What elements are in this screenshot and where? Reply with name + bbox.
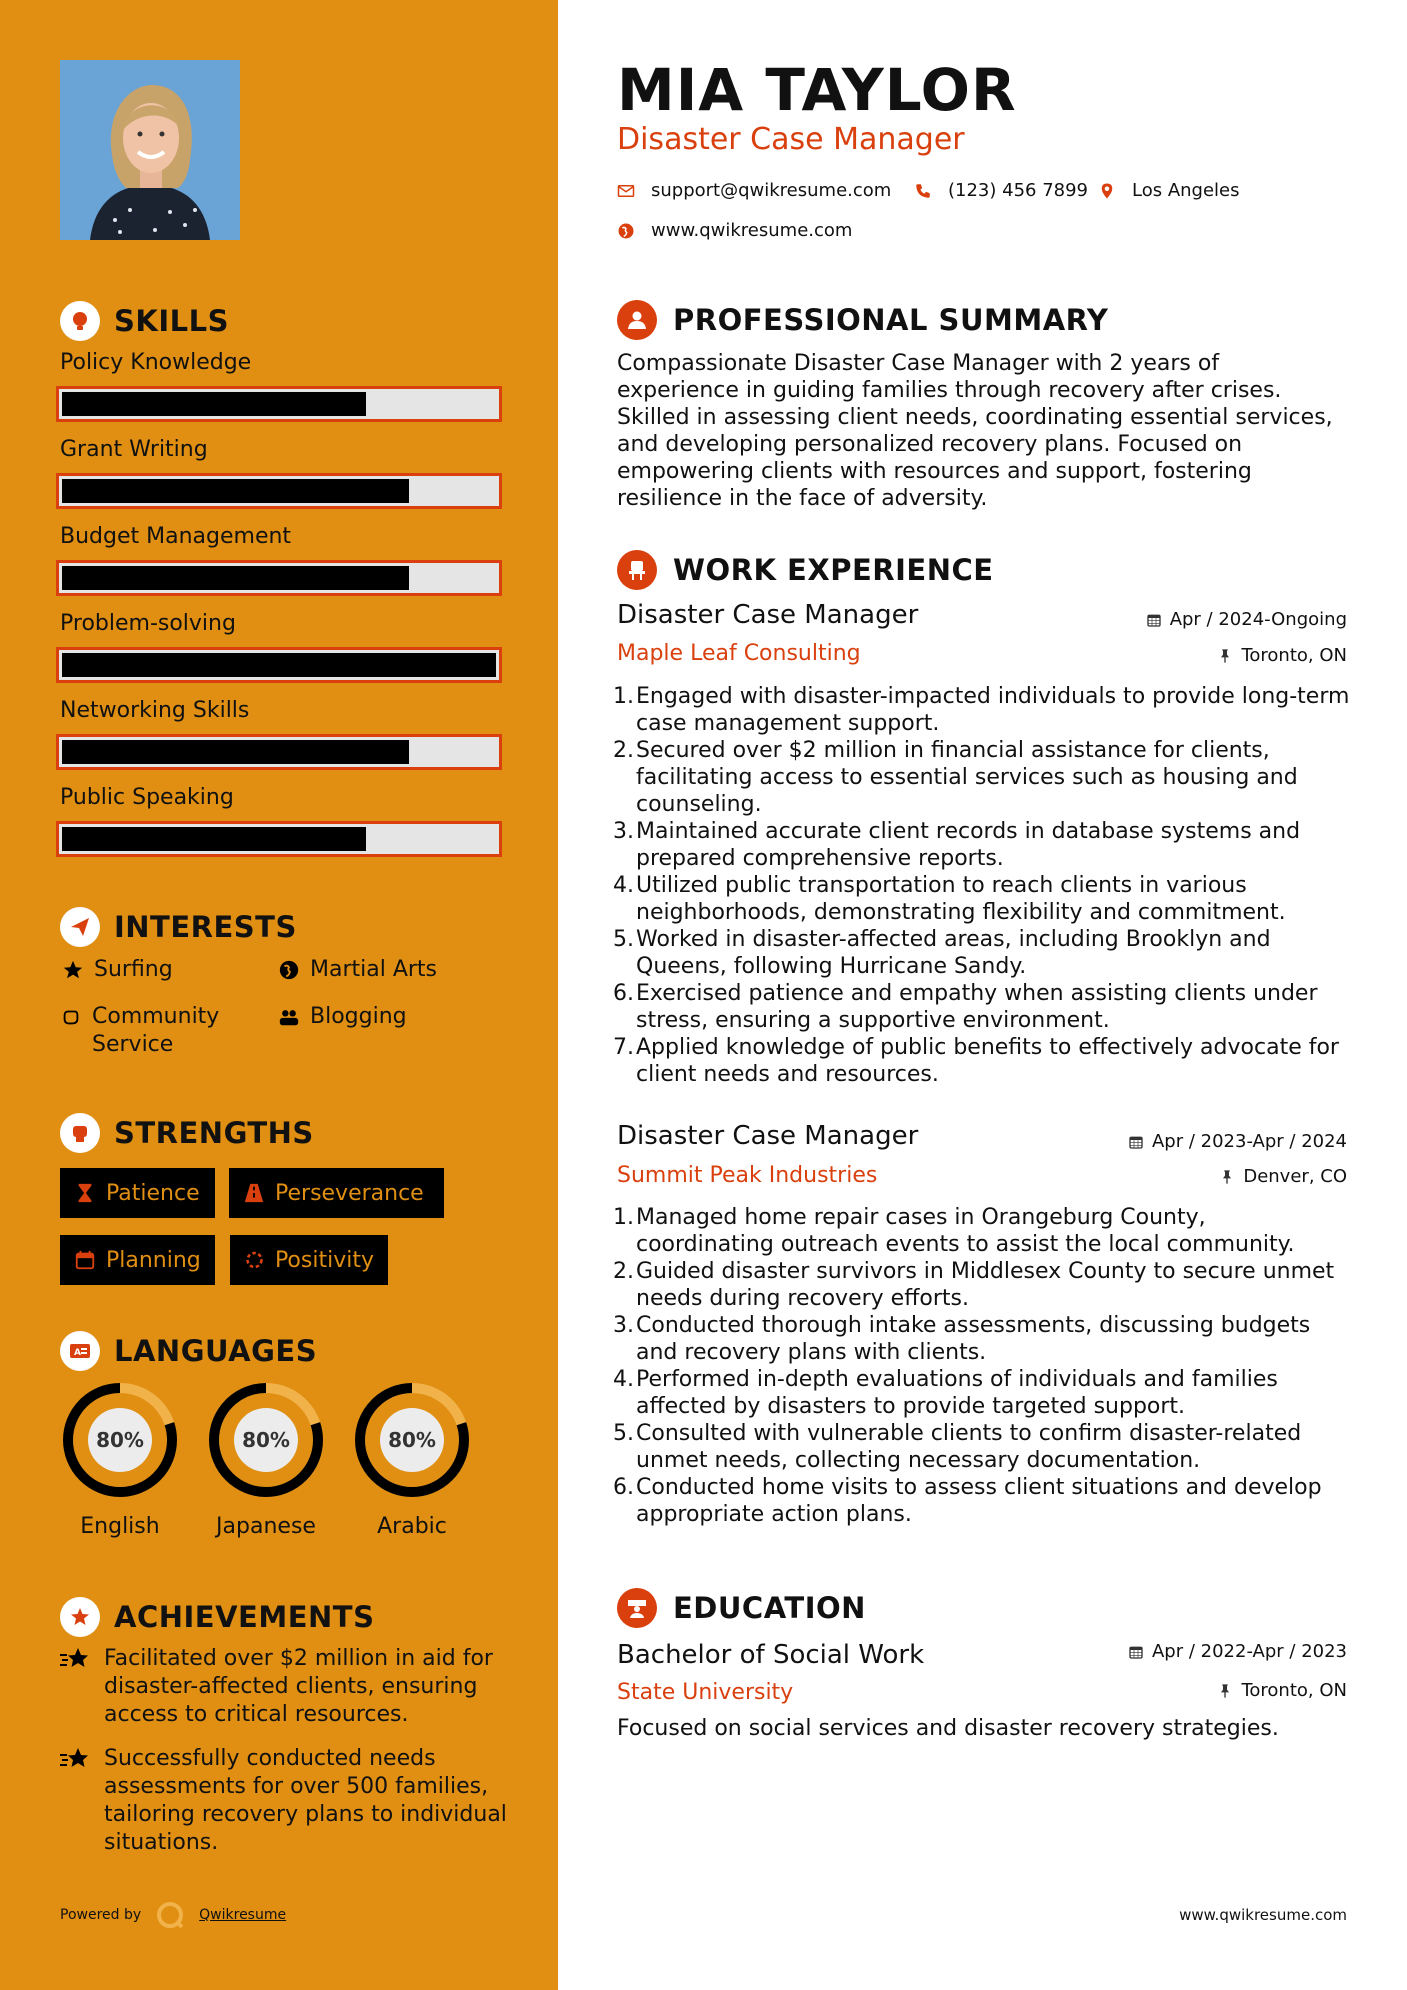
location-contact: Los Angeles bbox=[1098, 180, 1240, 201]
skill-bar bbox=[56, 473, 502, 509]
duty-text: Engaged with disaster-impacted individuals to provide long-term case management support. bbox=[636, 684, 1350, 736]
duty-number: 2. bbox=[613, 1259, 634, 1284]
language-percent: 80% bbox=[242, 1428, 290, 1452]
calendar-icon bbox=[1146, 612, 1162, 628]
skill-label: Problem-solving bbox=[60, 611, 236, 636]
calendar-icon bbox=[1128, 1644, 1144, 1660]
duty-item bbox=[610, 683, 1350, 737]
language-item bbox=[352, 1380, 472, 1539]
interest-item: Blogging bbox=[276, 1003, 407, 1031]
duty-number: 1. bbox=[613, 684, 634, 709]
summary-text: Compassionate Disaster Case Manager with 2 years of experience in guiding families through recovery after crises. Skilled in assessing client needs, coordinating essential services, and developing personalized recovery plans. Focused on empowering clients with resources and support, fostering resilience in the face of adversity. bbox=[617, 351, 1333, 511]
skill-bar-fill bbox=[62, 392, 366, 416]
duty-text: Performed in-depth evaluations of individuals and families affected by disasters to provide targeted support. bbox=[636, 1367, 1278, 1419]
job-title: Disaster Case Manager bbox=[617, 600, 919, 630]
interest-item: Martial Arts bbox=[276, 956, 437, 984]
strength-badge: Perseverance bbox=[229, 1168, 444, 1218]
duty-item bbox=[610, 1420, 1350, 1474]
skill-bar-fill bbox=[62, 479, 409, 503]
duty-number: 2. bbox=[613, 738, 634, 763]
fist-icon bbox=[60, 1113, 100, 1153]
education-dates: Apr / 2022-Apr / 2023 bbox=[1128, 1641, 1347, 1662]
interests-heading: INTERESTS bbox=[60, 906, 297, 948]
job-duties bbox=[610, 683, 1350, 1088]
globe-icon bbox=[276, 956, 302, 984]
job-location: Denver, CO bbox=[1219, 1166, 1347, 1187]
skill-label: Grant Writing bbox=[60, 437, 208, 462]
degree-title: Bachelor of Social Work bbox=[617, 1640, 925, 1670]
skill-label: Policy Knowledge bbox=[60, 350, 252, 375]
job-duties bbox=[610, 1204, 1350, 1528]
skill-bar bbox=[56, 386, 502, 422]
duty-item bbox=[610, 1258, 1350, 1312]
duty-number: 7. bbox=[613, 1035, 634, 1060]
language-ring bbox=[206, 1380, 326, 1500]
language-percent: 80% bbox=[388, 1428, 436, 1452]
language-icon bbox=[60, 1331, 100, 1371]
duty-number: 6. bbox=[613, 981, 634, 1006]
duty-text: Conducted thorough intake assessments, discussing budgets and recovery plans with clients. bbox=[636, 1313, 1311, 1365]
hourglass-icon bbox=[74, 1182, 96, 1204]
paper-plane-icon bbox=[60, 907, 100, 947]
language-name: Arabic bbox=[377, 1514, 447, 1539]
achievement-item: Successfully conducted needs assessments for over 500 families, tailoring recovery plans to individual situations. bbox=[60, 1745, 520, 1857]
duty-number: 5. bbox=[613, 927, 634, 952]
skill-bar bbox=[56, 821, 502, 857]
strength-badge: Patience bbox=[60, 1168, 215, 1218]
duty-item bbox=[610, 872, 1350, 926]
duty-text: Guided disaster survivors in Middlesex County to secure unmet needs during recovery efforts. bbox=[636, 1259, 1335, 1311]
skill-bar bbox=[56, 560, 502, 596]
skill-bar-fill bbox=[62, 740, 409, 764]
language-ring bbox=[60, 1380, 180, 1500]
duty-item bbox=[610, 1312, 1350, 1366]
strength-badge: Planning bbox=[60, 1235, 215, 1285]
language-name: English bbox=[80, 1514, 160, 1539]
languages-heading: A LANGUAGES bbox=[60, 1330, 317, 1372]
graduate-icon bbox=[617, 1588, 657, 1628]
email-contact[interactable]: support@qwikresume.com bbox=[617, 180, 891, 201]
phone-contact[interactable]: (123) 456 7899 bbox=[914, 180, 1088, 201]
education-heading: EDUCATION bbox=[617, 1588, 866, 1628]
duty-text: Managed home repair cases in Orangeburg County, coordinating outreach events to assist the local community. bbox=[636, 1205, 1295, 1257]
qwikresume-logo-icon bbox=[155, 1900, 185, 1930]
user-icon bbox=[617, 300, 657, 340]
interest-item: Surfing bbox=[60, 956, 173, 984]
job-location: Toronto, ON bbox=[1217, 645, 1347, 666]
skill-bar bbox=[56, 647, 502, 683]
skill-bar-fill bbox=[62, 653, 496, 677]
duty-item bbox=[610, 926, 1350, 980]
language-item bbox=[206, 1380, 326, 1539]
footer-url[interactable]: www.qwikresume.com bbox=[1179, 1906, 1347, 1924]
duty-number: 3. bbox=[613, 819, 634, 844]
experience-heading: WORK EXPERIENCE bbox=[617, 550, 994, 590]
job-title: Disaster Case Manager bbox=[617, 1121, 919, 1151]
lightbulb-icon bbox=[60, 301, 100, 341]
skill-label: Networking Skills bbox=[60, 698, 250, 723]
job-company: Maple Leaf Consulting bbox=[617, 641, 861, 666]
duty-item bbox=[610, 818, 1350, 872]
duty-text: Maintained accurate client records in database systems and prepared comprehensive reports. bbox=[636, 819, 1301, 871]
skill-bar bbox=[56, 734, 502, 770]
summary-heading: PROFESSIONAL SUMMARY bbox=[617, 300, 1108, 340]
skills-heading: SKILLS bbox=[60, 300, 229, 342]
strength-badge: Positivity bbox=[230, 1235, 388, 1285]
svg-text:A: A bbox=[74, 1348, 81, 1358]
strengths-heading: STRENGTHS bbox=[60, 1112, 314, 1154]
duty-text: Utilized public transportation to reach clients in various neighborhoods, demonstrating flexibility and commitment. bbox=[636, 873, 1286, 925]
duty-item bbox=[610, 1474, 1350, 1528]
duty-item bbox=[610, 1204, 1350, 1258]
website-contact[interactable]: www.qwikresume.com bbox=[617, 220, 852, 241]
duty-text: Applied knowledge of public benefits to effectively advocate for client needs and resources. bbox=[636, 1035, 1339, 1087]
profile-photo bbox=[60, 60, 240, 240]
duty-text: Conducted home visits to assess client situations and develop appropriate action plans. bbox=[636, 1475, 1322, 1527]
star-badge-icon bbox=[60, 1597, 100, 1637]
education-description: Focused on social services and disaster recovery strategies. bbox=[617, 1716, 1279, 1741]
candidate-name: MIA TAYLOR bbox=[617, 56, 1017, 124]
job-company: Summit Peak Industries bbox=[617, 1163, 878, 1188]
pushpin-icon bbox=[1219, 1169, 1235, 1185]
job-title-header: Disaster Case Manager bbox=[617, 122, 965, 157]
duty-number: 4. bbox=[613, 1367, 634, 1392]
duty-number: 1. bbox=[613, 1205, 634, 1230]
users-icon bbox=[276, 1003, 302, 1031]
school-name: State University bbox=[617, 1680, 794, 1705]
duty-text: Exercised patience and empathy when assisting clients under stress, ensuring a supportive environment. bbox=[636, 981, 1318, 1033]
envelope-icon bbox=[617, 182, 635, 200]
education-location: Toronto, ON bbox=[1217, 1680, 1347, 1701]
skill-label: Budget Management bbox=[60, 524, 292, 549]
language-name: Japanese bbox=[216, 1514, 316, 1539]
duty-number: 3. bbox=[613, 1313, 634, 1338]
duty-text: Consulted with vulnerable clients to confirm disaster-related unmet needs, collecting necessary documentation. bbox=[636, 1421, 1302, 1473]
duty-item bbox=[610, 980, 1350, 1034]
duty-number: 4. bbox=[613, 873, 634, 898]
shooting-star-icon bbox=[60, 1645, 94, 1673]
star-icon bbox=[60, 956, 86, 984]
phone-icon bbox=[914, 182, 932, 200]
duty-text: Worked in disaster-affected areas, including Brooklyn and Queens, following Hurricane Sandy. bbox=[636, 927, 1271, 979]
hand-icon bbox=[58, 1003, 84, 1031]
qwikresume-link[interactable]: Qwikresume bbox=[199, 1907, 287, 1923]
job-dates: Apr / 2024-Ongoing bbox=[1146, 609, 1347, 630]
pushpin-icon bbox=[1217, 648, 1233, 664]
duty-item bbox=[610, 1366, 1350, 1420]
achievement-item: Facilitated over $2 million in aid for disaster-affected clients, ensuring access to critical resources. bbox=[60, 1645, 520, 1729]
job-dates: Apr / 2023-Apr / 2024 bbox=[1128, 1131, 1347, 1152]
skill-bar-fill bbox=[62, 827, 366, 851]
chair-icon bbox=[617, 550, 657, 590]
calendar-icon bbox=[74, 1249, 96, 1271]
duty-number: 5. bbox=[613, 1421, 634, 1446]
shooting-star-icon bbox=[60, 1745, 94, 1773]
globe-icon bbox=[617, 222, 635, 240]
achievements-heading: ACHIEVEMENTS bbox=[60, 1596, 374, 1638]
powered-by: Powered by Qwikresume bbox=[60, 1900, 286, 1930]
language-percent: 80% bbox=[96, 1428, 144, 1452]
language-ring bbox=[352, 1380, 472, 1500]
sidebar bbox=[0, 0, 558, 1990]
interest-item: Community Service bbox=[58, 1003, 258, 1059]
calendar-icon bbox=[1128, 1134, 1144, 1150]
skill-bar-fill bbox=[62, 566, 409, 590]
language-item bbox=[60, 1380, 180, 1539]
pushpin-icon bbox=[1217, 1683, 1233, 1699]
duty-number: 6. bbox=[613, 1475, 634, 1500]
duty-item bbox=[610, 1034, 1350, 1088]
spinner-icon bbox=[244, 1249, 265, 1271]
road-icon bbox=[243, 1182, 265, 1204]
map-pin-icon bbox=[1098, 182, 1116, 200]
duty-item bbox=[610, 737, 1350, 818]
duty-text: Secured over $2 million in financial assistance for clients, facilitating access to essential services such as housing and counseling. bbox=[636, 738, 1298, 817]
skill-label: Public Speaking bbox=[60, 785, 234, 810]
